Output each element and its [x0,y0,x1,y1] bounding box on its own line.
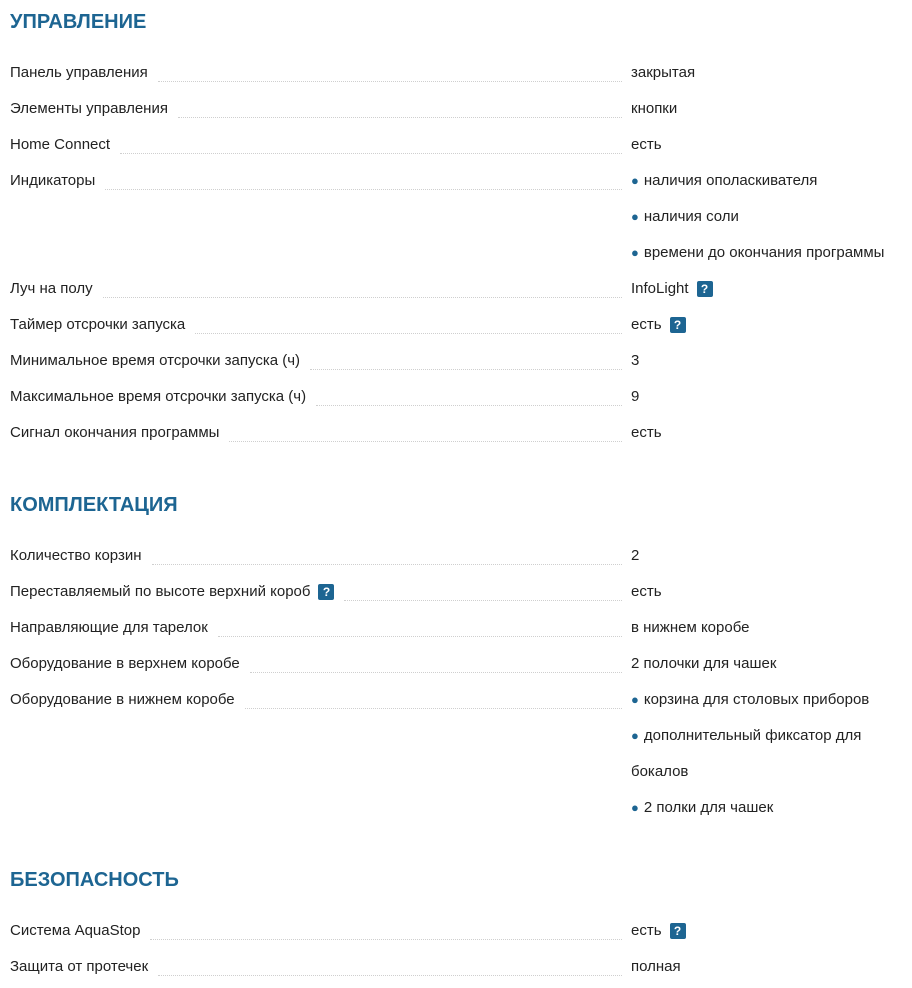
specs-page [10,0,902,985]
spec-row [10,307,902,343]
spec-value: 2 [631,547,640,564]
dotted-leader [310,343,622,370]
spec-value: в нижнем коробе [631,619,750,636]
spec-row [10,949,902,985]
dotted-leader [103,271,622,298]
spec-row [10,127,902,163]
section-title-safety: БЕЗОПАСНОСТЬ [10,869,179,891]
dotted-leader [158,949,622,976]
spec-value: кнопки [631,100,678,117]
spec-value: дополнительный фиксатор для [643,727,862,744]
spec-row [10,379,902,415]
spec-row [10,163,902,271]
spec-label: Луч на полу [10,271,103,307]
spec-row [10,913,902,949]
spec-label: Индикаторы [10,163,105,199]
section-title-equipment: КОМПЛЕКТАЦИЯ [10,494,178,516]
help-icon[interactable]: ? [697,281,713,297]
dotted-leader [195,307,622,334]
spec-label: Сигнал окончания программы [10,415,229,451]
spec-row [10,646,902,682]
bullet-icon: ● [631,692,639,707]
dotted-leader [152,538,622,565]
spec-label: Максимальное время отсрочки запуска (ч) [10,379,316,415]
spec-value: полная [631,958,681,975]
spec-value: 2 полки для чашек [643,799,774,816]
spec-label: Таймер отсрочки запуска [10,307,195,343]
spec-label: Оборудование в нижнем коробе [10,682,245,718]
spec-label: Количество корзин [10,538,152,574]
spec-label: Система AquaStop [10,913,150,949]
spec-value: InfoLight [631,280,689,297]
spec-label: Элементы управления [10,91,178,127]
spec-row [10,415,902,451]
spec-label: Home Connect [10,127,120,163]
spec-row [10,538,902,574]
spec-row [10,574,902,610]
dotted-leader [150,913,622,940]
help-icon[interactable]: ? [670,317,686,333]
spec-value: 3 [631,352,640,369]
dotted-leader [120,127,622,154]
spec-label: Переставляемый по высоте верхний короб ? [10,574,344,610]
spec-value: времени до окончания программы [643,244,885,261]
dotted-leader [344,574,622,601]
dotted-leader [105,163,622,190]
help-icon[interactable]: ? [318,584,334,600]
spec-label: Защита от протечек [10,949,158,985]
spec-value: есть [631,316,662,333]
dotted-leader [250,646,622,673]
spec-value: закрытая [631,64,696,81]
dotted-leader [218,610,622,637]
bullet-icon: ● [631,173,639,188]
spec-label: Оборудование в верхнем коробе [10,646,250,682]
spec-label: Минимальное время отсрочки запуска (ч) [10,343,310,379]
spec-list-equipment [10,538,902,826]
bullet-icon: ● [631,800,639,815]
spec-row [10,343,902,379]
spec-value: 2 полочки для чашек [631,655,777,672]
spec-value: есть [631,583,662,600]
spec-value: наличия соли [643,208,739,225]
bullet-icon: ● [631,209,639,224]
spec-value: есть [631,922,662,939]
spec-label: Панель управления [10,55,158,91]
spec-value: 9 [631,388,640,405]
dotted-leader [316,379,622,406]
dotted-leader [245,682,622,709]
spec-list-safety [10,913,902,985]
spec-label: Направляющие для тарелок [10,610,218,646]
spec-list-control [10,55,902,451]
bullet-icon: ● [631,245,639,260]
spec-row [10,271,902,307]
dotted-leader [158,55,622,82]
spec-value: есть [631,424,662,441]
spec-value: есть [631,136,662,153]
spec-row [10,55,902,91]
spec-value: наличия ополаскивателя [643,172,818,189]
spec-row [10,682,902,826]
dotted-leader [178,91,622,118]
spec-row [10,91,902,127]
spec-value: бокалов [631,763,689,780]
spec-row [10,610,902,646]
dotted-leader [229,415,622,442]
section-title-control: УПРАВЛЕНИЕ [10,11,147,33]
help-icon[interactable]: ? [670,923,686,939]
bullet-icon: ● [631,728,639,743]
spec-value: корзина для столовых приборов [643,691,870,708]
